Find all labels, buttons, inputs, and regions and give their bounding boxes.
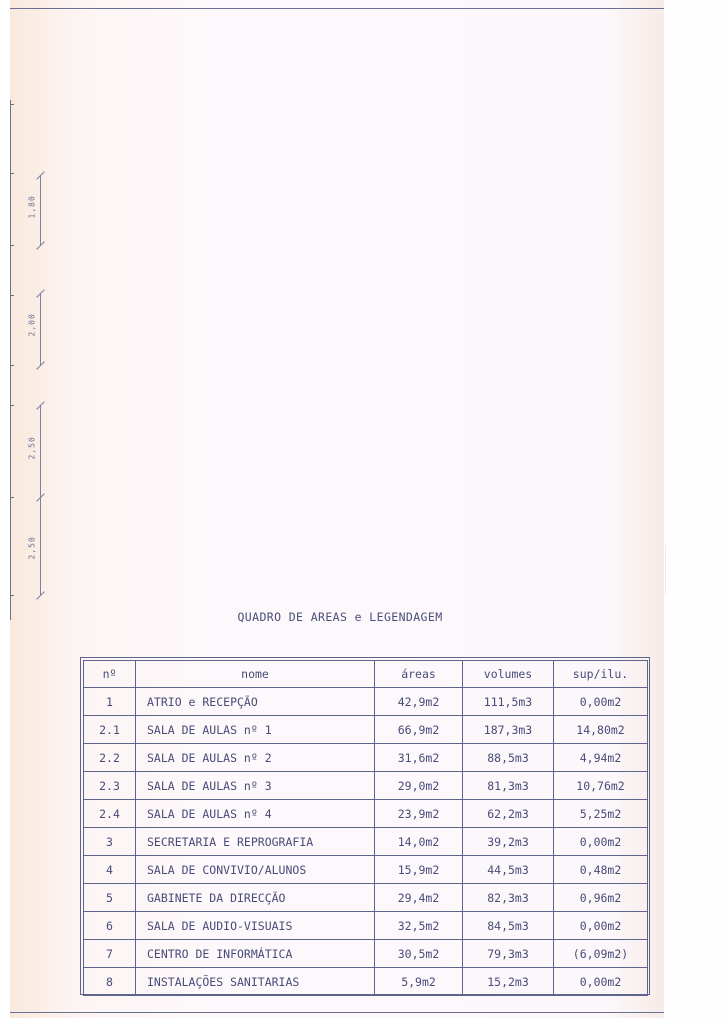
cell-name: SALA DE AULAS nº 3 <box>136 772 375 800</box>
cell-volume: 39,2m3 <box>463 828 554 856</box>
cell-num: 5 <box>84 884 136 912</box>
dimension-label: 2,00 <box>27 313 37 337</box>
cell-area: 23,9m2 <box>375 800 463 828</box>
cell-volume: 111,5m3 <box>463 688 554 716</box>
top-border-line <box>10 8 664 9</box>
header-num: nº <box>84 661 136 688</box>
table-row <box>84 884 648 912</box>
header-volume: volumes <box>463 661 554 688</box>
cell-area: 15,9m2 <box>375 856 463 884</box>
cell-volume: 81,3m3 <box>463 772 554 800</box>
cell-area: 30,5m2 <box>375 940 463 968</box>
cell-sup: 14,80m2 <box>554 716 648 744</box>
header-area: áreas <box>375 661 463 688</box>
cell-area: 31,6m2 <box>375 744 463 772</box>
header-name: nome <box>136 661 375 688</box>
dimension-line <box>40 293 41 365</box>
border-tick <box>10 173 14 174</box>
border-tick <box>10 497 14 498</box>
border-tick <box>10 405 14 406</box>
cell-name: SALA DE CONVIVIO/ALUNOS <box>136 856 375 884</box>
dimension-label: 2,50 <box>27 536 37 560</box>
faint-bleed-mark <box>665 545 696 595</box>
left-border-line <box>10 100 11 620</box>
background-edge <box>664 0 724 1024</box>
cell-sup: 0,96m2 <box>554 884 648 912</box>
dimension-line <box>40 405 41 497</box>
cell-name: SALA DE AUDIO-VISUAIS <box>136 912 375 940</box>
cell-volume: 62,2m3 <box>463 800 554 828</box>
cell-num: 4 <box>84 856 136 884</box>
cell-num: 8 <box>84 968 136 996</box>
cell-num: 2.1 <box>84 716 136 744</box>
cell-name: SALA DE AULAS nº 2 <box>136 744 375 772</box>
cell-name: GABINETE DA DIRECÇÃO <box>136 884 375 912</box>
cell-volume: 88,5m3 <box>463 744 554 772</box>
border-tick <box>10 104 14 105</box>
cell-sup: (6,09m2) <box>554 940 648 968</box>
cell-sup: 0,00m2 <box>554 828 648 856</box>
cell-sup: 10,76m2 <box>554 772 648 800</box>
areas-table <box>83 660 648 996</box>
cell-name: SALA DE AULAS nº 4 <box>136 800 375 828</box>
cell-name: SECRETARIA E REPROGRAFIA <box>136 828 375 856</box>
table-row <box>84 744 648 772</box>
dimension-label: 1,80 <box>27 195 37 219</box>
table-row <box>84 688 648 716</box>
table-row <box>84 772 648 800</box>
cell-sup: 0,00m2 <box>554 688 648 716</box>
table-row <box>84 800 648 828</box>
cell-volume: 82,3m3 <box>463 884 554 912</box>
cell-area: 32,5m2 <box>375 912 463 940</box>
cell-area: 66,9m2 <box>375 716 463 744</box>
table-row <box>84 968 648 996</box>
cell-num: 2.3 <box>84 772 136 800</box>
table-row <box>84 912 648 940</box>
border-tick <box>10 365 14 366</box>
cell-num: 7 <box>84 940 136 968</box>
table-header-row <box>84 661 648 688</box>
dimension-label: 2,50 <box>27 436 37 460</box>
cell-name: ATRIO e RECEPÇÃO <box>136 688 375 716</box>
cell-area: 14,0m2 <box>375 828 463 856</box>
cell-num: 2.2 <box>84 744 136 772</box>
cell-num: 6 <box>84 912 136 940</box>
cell-volume: 79,3m3 <box>463 940 554 968</box>
cell-volume: 187,3m3 <box>463 716 554 744</box>
table-title: QUADRO DE AREAS e LEGENDAGEM <box>237 610 443 624</box>
cell-name: CENTRO DE INFORMÁTICA <box>136 940 375 968</box>
cell-sup: 0,00m2 <box>554 912 648 940</box>
cell-area: 42,9m2 <box>375 688 463 716</box>
bottom-border-line <box>10 1012 664 1013</box>
cell-sup: 5,25m2 <box>554 800 648 828</box>
cell-name: INSTALAÇÕES SANITARIAS <box>136 968 375 996</box>
table-row <box>84 828 648 856</box>
cell-volume: 44,5m3 <box>463 856 554 884</box>
cell-sup: 0,48m2 <box>554 856 648 884</box>
table-row <box>84 856 648 884</box>
cell-volume: 15,2m3 <box>463 968 554 996</box>
cell-sup: 4,94m2 <box>554 744 648 772</box>
cell-num: 3 <box>84 828 136 856</box>
border-tick <box>10 595 14 596</box>
table-row <box>84 716 648 744</box>
cell-area: 5,9m2 <box>375 968 463 996</box>
cell-num: 2.4 <box>84 800 136 828</box>
cell-name: SALA DE AULAS nº 1 <box>136 716 375 744</box>
table-row <box>84 940 648 968</box>
cell-volume: 84,5m3 <box>463 912 554 940</box>
dimension-line <box>40 497 41 595</box>
cell-area: 29,0m2 <box>375 772 463 800</box>
cell-num: 1 <box>84 688 136 716</box>
cell-sup: 0,00m2 <box>554 968 648 996</box>
cell-area: 29,4m2 <box>375 884 463 912</box>
border-tick <box>10 245 14 246</box>
dimension-line <box>40 175 41 245</box>
header-sup: sup/ilu. <box>554 661 648 688</box>
border-tick <box>10 295 14 296</box>
